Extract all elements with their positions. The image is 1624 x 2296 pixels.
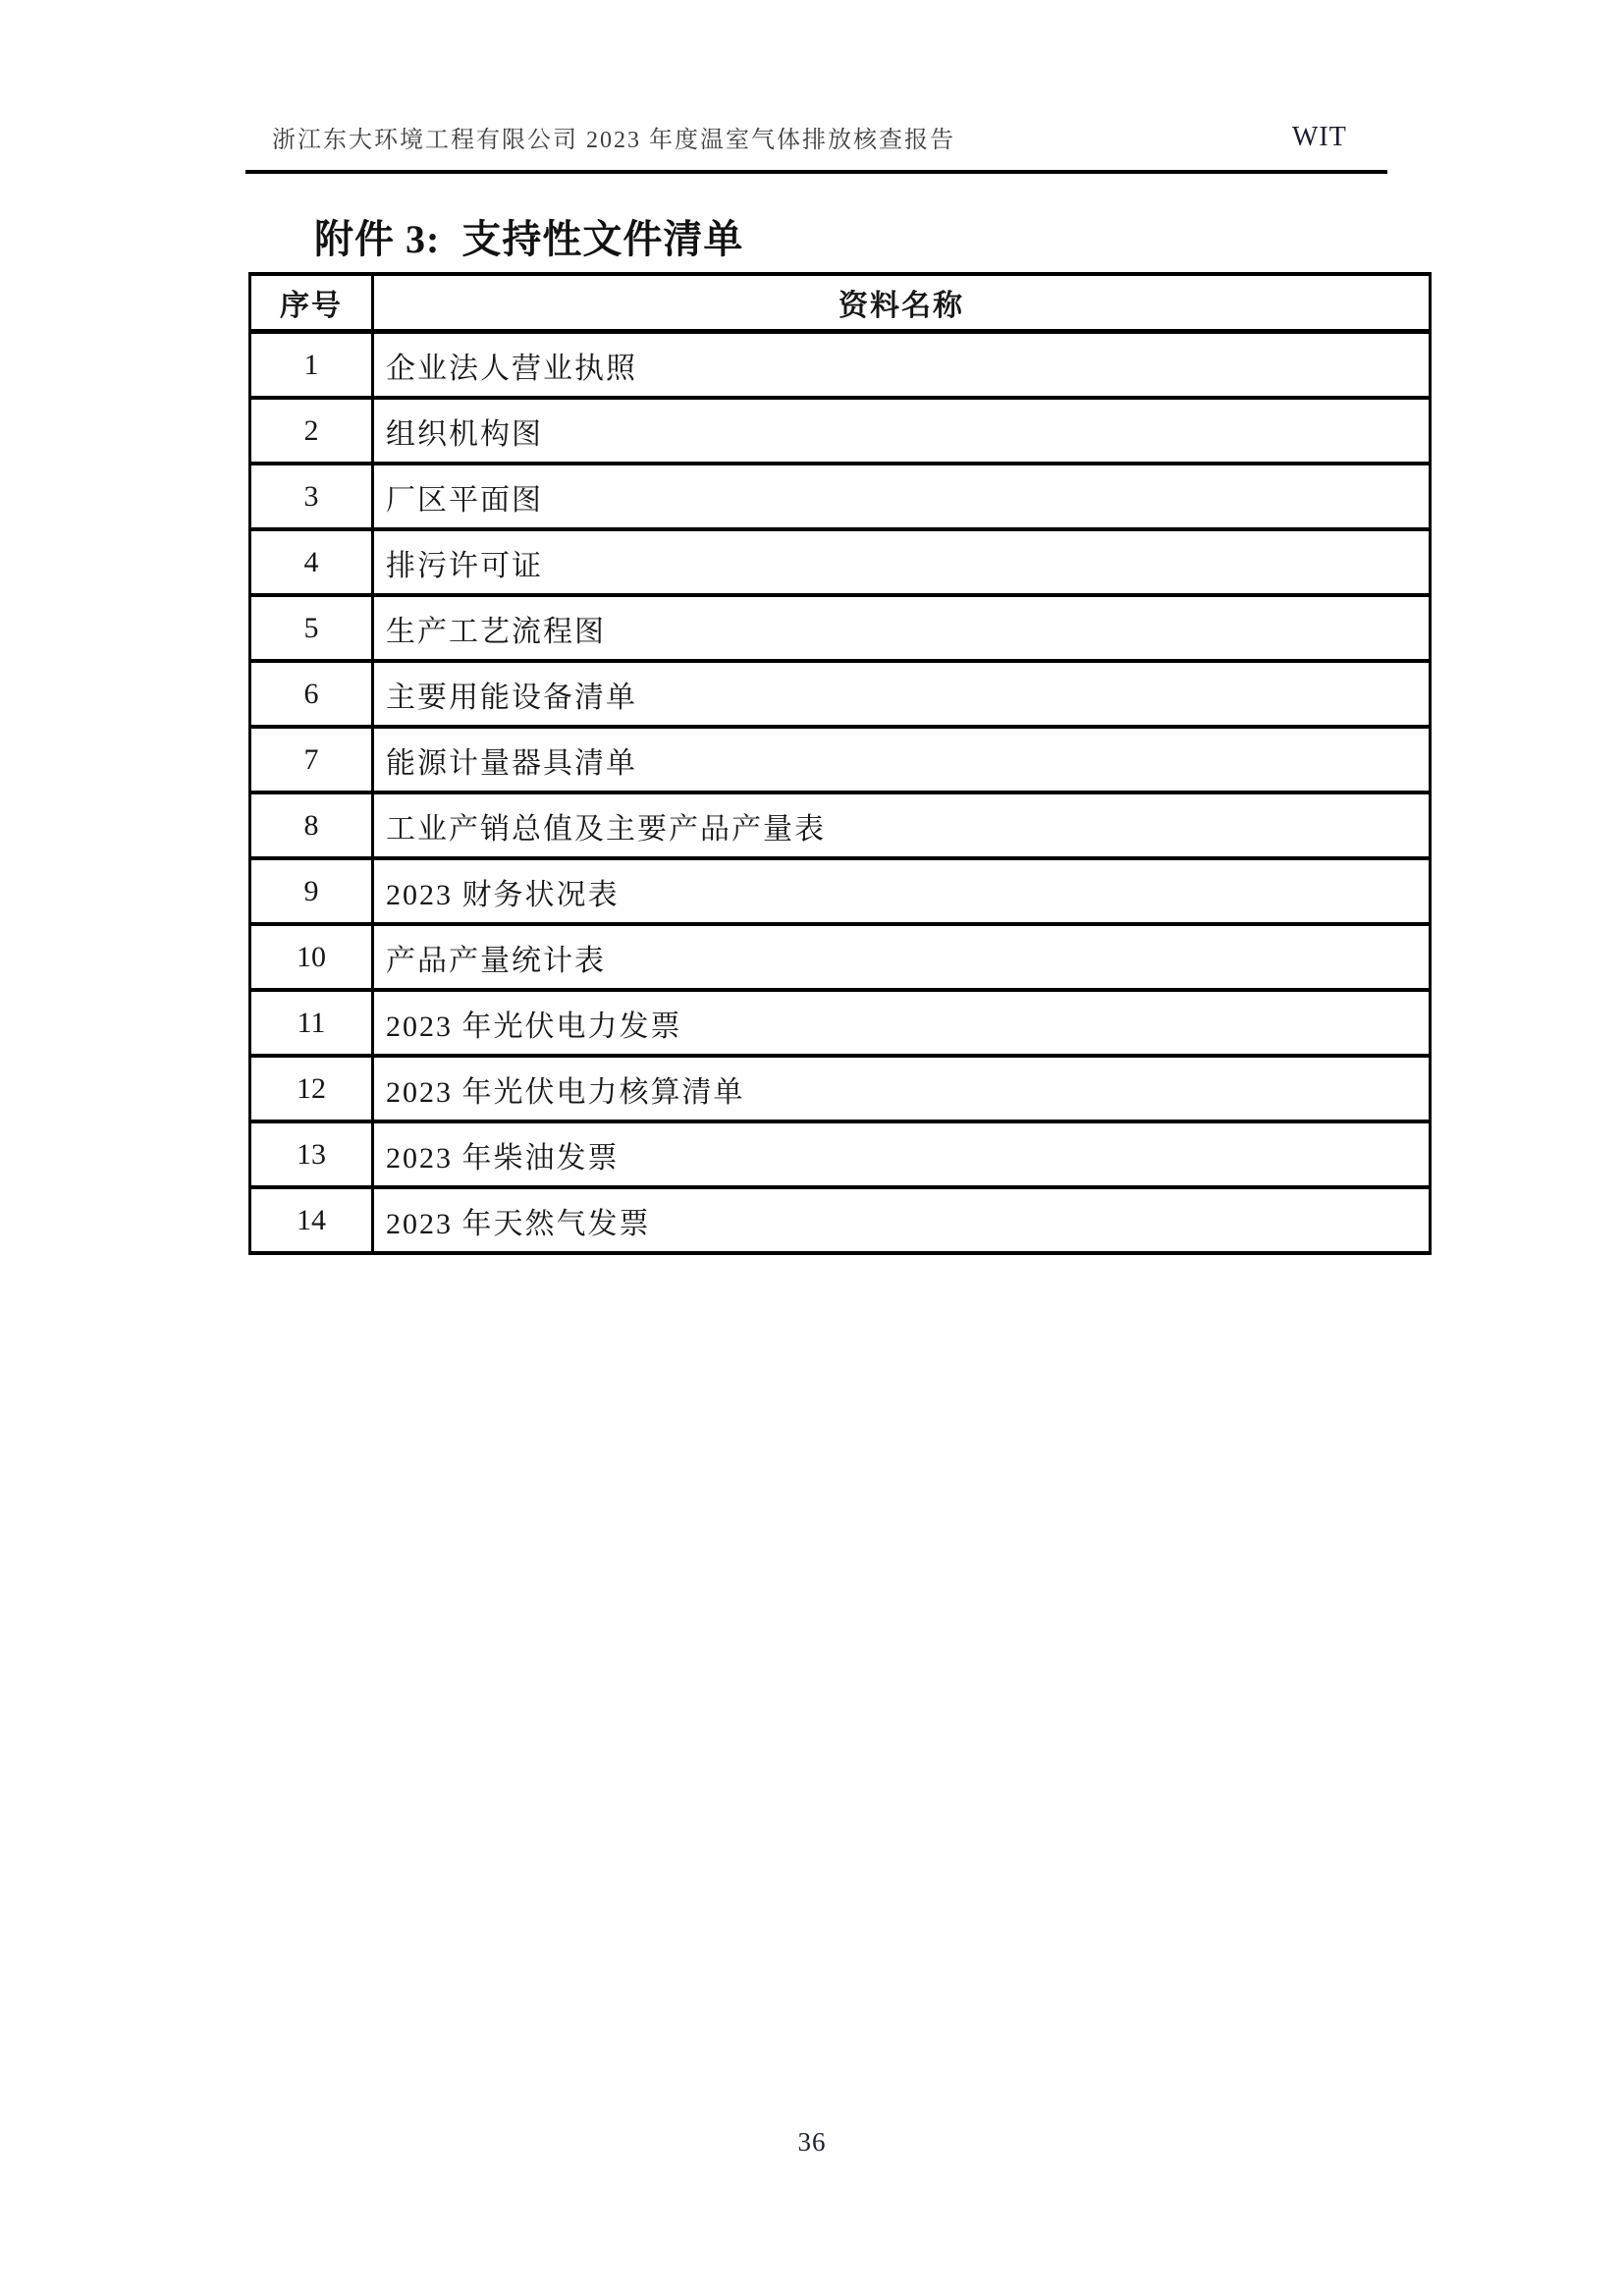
row-name-cell: 企业法人营业执照 <box>373 332 1431 399</box>
row-number-cell: 1 <box>250 332 373 399</box>
page-number: 36 <box>797 2127 827 2157</box>
row-name-cell: 排污许可证 <box>373 529 1431 595</box>
header-cell-name: 资料名称 <box>373 274 1431 332</box>
table-row <box>250 661 1431 727</box>
row-name-cell: 2023 年光伏电力发票 <box>373 990 1431 1056</box>
table-row <box>250 858 1431 924</box>
table-row <box>250 529 1431 595</box>
row-number-cell: 8 <box>250 793 373 858</box>
table-row <box>250 332 1431 399</box>
row-number-cell: 11 <box>250 990 373 1056</box>
row-name-cell: 2023 年天然气发票 <box>373 1187 1431 1253</box>
row-number-cell: 9 <box>250 858 373 924</box>
documents-table <box>248 272 1432 1255</box>
row-name-cell: 组织机构图 <box>373 398 1431 464</box>
header-cell-no: 序号 <box>250 274 373 332</box>
row-number-cell: 2 <box>250 398 373 464</box>
row-name-cell: 能源计量器具清单 <box>373 727 1431 793</box>
row-number-cell: 7 <box>250 727 373 793</box>
header-wit-mark: WIT <box>1292 122 1347 152</box>
table-row <box>250 727 1431 793</box>
row-name-cell: 厂区平面图 <box>373 464 1431 529</box>
row-number-cell: 12 <box>250 1056 373 1121</box>
table-header-row <box>250 274 1431 332</box>
table-row <box>250 793 1431 858</box>
row-number-cell: 14 <box>250 1187 373 1253</box>
table-row <box>250 1121 1431 1187</box>
row-name-cell: 2023 年柴油发票 <box>373 1121 1431 1187</box>
table-row <box>250 398 1431 464</box>
row-number-cell: 5 <box>250 595 373 661</box>
table-row <box>250 464 1431 529</box>
document-table-body <box>250 332 1431 1254</box>
table-row <box>250 1056 1431 1121</box>
row-number-cell: 4 <box>250 529 373 595</box>
row-number-cell: 10 <box>250 924 373 990</box>
row-number-cell: 3 <box>250 464 373 529</box>
attachment-title: 附件 3: 支持性文件清单 <box>314 217 744 261</box>
row-name-cell: 2023 年光伏电力核算清单 <box>373 1056 1431 1121</box>
table-row <box>250 1187 1431 1253</box>
row-name-cell: 主要用能设备清单 <box>373 661 1431 727</box>
row-name-cell: 产品产量统计表 <box>373 924 1431 990</box>
row-number-cell: 6 <box>250 661 373 727</box>
row-name-cell: 2023 财务状况表 <box>373 858 1431 924</box>
table-row <box>250 924 1431 990</box>
table-row <box>250 595 1431 661</box>
row-number-cell: 13 <box>250 1121 373 1187</box>
row-name-cell: 工业产销总值及主要产品产量表 <box>373 793 1431 858</box>
table-row <box>250 990 1431 1056</box>
row-name-cell: 生产工艺流程图 <box>373 595 1431 661</box>
header-document-title: 浙江东大环境工程有限公司 2023 年度温室气体排放核查报告 <box>272 128 955 153</box>
header-rule-divider <box>245 170 1387 174</box>
